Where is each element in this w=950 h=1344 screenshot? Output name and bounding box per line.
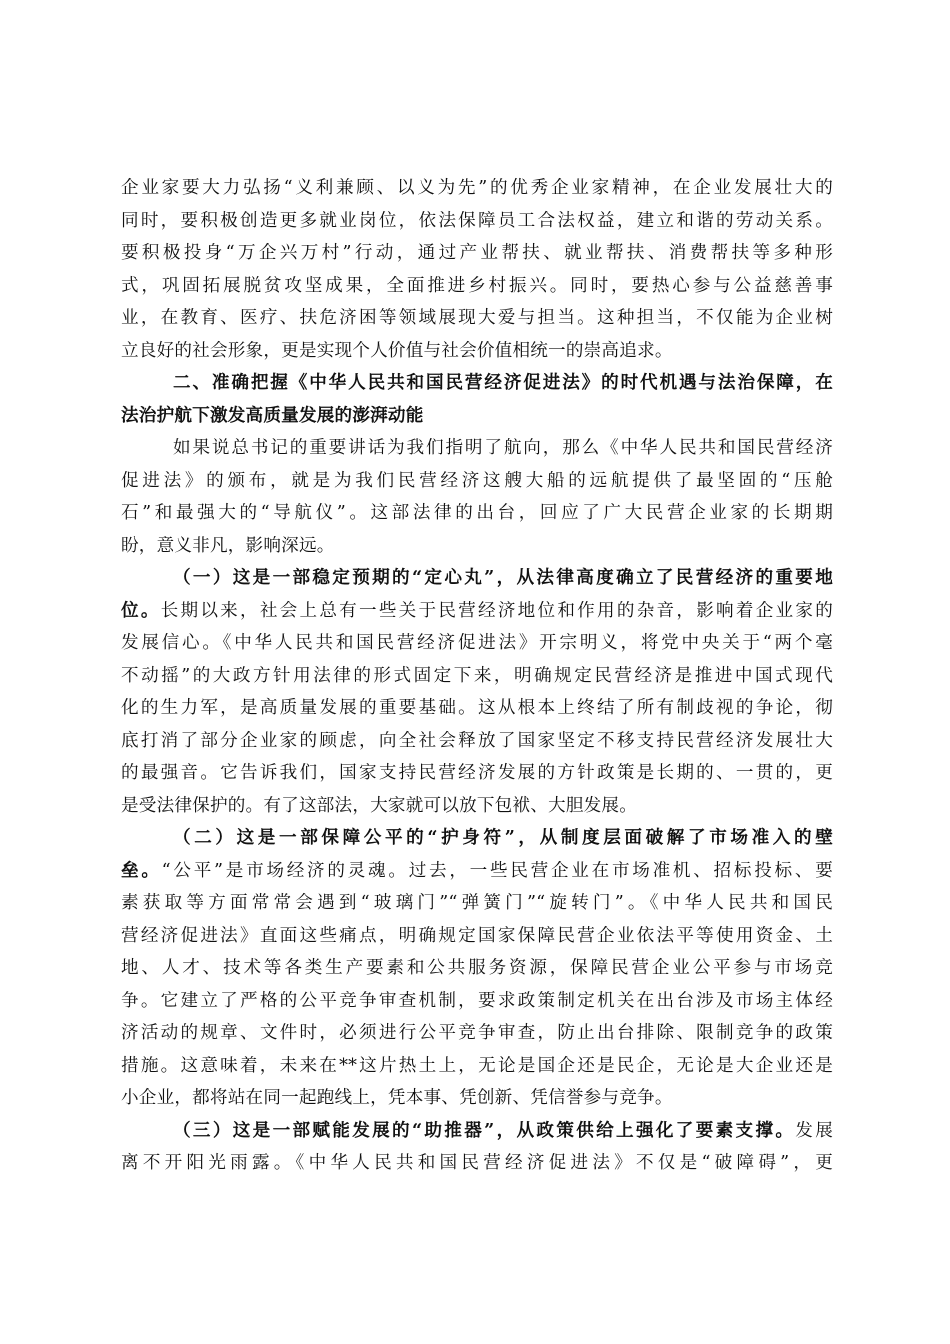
text-line: 底打消了部分企业家的顾虑，向全社会释放了国家坚定不移支持民营经济发展壮大 (121, 730, 833, 751)
heading-line: 二、准确把握《中华人民共和国民营经济促进法》的时代机遇与法治保障，在 (173, 372, 833, 393)
text-line (121, 595, 833, 628)
text-run: 长期以来，社会上总有一些关于民营经济地位和作用的杂音，影响着企业家的 (160, 600, 833, 621)
text-line: 立良好的社会形象，更是实现个人价值与社会价值相统一的崇高追求。 (121, 340, 673, 361)
text-line: 不动摇”的大政方针用法律的形式固定下来，明确规定民营经济是推进中国式现代 (121, 665, 833, 686)
text-line (121, 1115, 833, 1148)
text-line: 措施。这意味着，未来在**这片热土上，无论是国企还是民企，无论是大企业还是 (121, 1055, 833, 1076)
subsection-title-end: 垒。 (121, 859, 162, 881)
heading-line: 法治护航下激发高质量发展的澎湃动能 (121, 404, 424, 426)
subsection-2 (121, 822, 833, 1115)
text-line: 如果说总书记的重要讲话为我们指明了航向，那么《中华人民共和国民营经济 (173, 438, 833, 458)
subsection-1 (121, 562, 833, 822)
text-line: 营经济促进法》直面这些痛点，明确规定国家保障民营企业依法平等使用资金、土 (121, 925, 833, 946)
text-line: 式，巩固拓展脱贫攻坚成果，全面推进乡村振兴。同时，要热心参与公益慈善事 (121, 275, 833, 296)
text-line: 地、人才、技术等各类生产要素和公共服务资源，保障民营企业公平参与市场竞 (121, 958, 833, 978)
intro-paragraph (121, 432, 833, 562)
text-line: 石”和最强大的“导航仪”。这部法律的出台，回应了广大民营企业家的长期期 (121, 503, 833, 523)
text-line: 离不开阳光雨露。《中华人民共和国民营经济促进法》不仅是“破障碍”，更 (121, 1153, 833, 1173)
text-line: 争。它建立了严格的公平竞争审查机制，要求政策制定机关在出台涉及市场主体经 (121, 990, 833, 1011)
text-line: 小企业，都将站在同一起跑线上，凭本事、凭创新、凭信誉参与竞争。 (121, 1088, 673, 1108)
text-line: 化的生力军，是高质量发展的重要基础。这从根本上终结了所有制歧视的争论，彻 (121, 698, 833, 718)
subsection-title-line: （一）这是一部稳定预期的“定心丸”，从法律高度确立了民营经济的重要地 (173, 567, 833, 588)
subsection-3 (121, 1115, 833, 1180)
text-line (121, 855, 833, 888)
subsection-title: （三）这是一部赋能发展的“助推器”，从政策供给上强化了要素支撑。 (173, 1119, 796, 1141)
text-line: 促进法》的颁布，就是为我们民营经济这艘大船的远航提供了最坚固的“压舱 (121, 470, 833, 491)
text-run: 发展 (795, 1120, 833, 1141)
text-line: 企业家要大力弘扬“义利兼顾、以义为先”的优秀企业家精神，在企业发展壮大的 (121, 178, 833, 198)
section-heading (121, 367, 833, 432)
text-line: 济活动的规章、文件时，必须进行公平竞争审查，防止出台排除、限制竞争的政策 (121, 1023, 833, 1043)
text-line: 盼，意义非凡，影响深远。 (121, 535, 335, 556)
text-line: 业，在教育、医疗、扶危济困等领域展现大爱与担当。这种担当，不仅能为企业树 (121, 308, 833, 328)
paragraph-continuation (121, 172, 833, 367)
text-line: 发展信心。《中华人民共和国民营经济促进法》开宗明义，将党中央关于“两个毫 (121, 633, 833, 653)
text-line: 的最强音。它告诉我们，国家支持民营经济发展的方针政策是长期的、一贯的，更 (121, 763, 833, 783)
text-line: 素获取等方面常常会遇到“玻璃门”“弹簧门”“旋转门”。《中华人民共和国民 (121, 893, 833, 913)
subsection-title-line: （二）这是一部保障公平的“护身符”，从制度层面破解了市场准入的壁 (173, 827, 833, 848)
text-line: 是受法律保护的。有了这部法，大家就可以放下包袱、大胆发展。 (121, 795, 638, 816)
text-line: 要积极投身“万企兴万村”行动，通过产业帮扶、就业帮扶、消费帮扶等多种形 (121, 243, 833, 263)
text-run: “公平”是市场经济的灵魂。过去，一些民营企业在市场准机、招标投标、要 (161, 860, 833, 881)
document-page (121, 172, 833, 1180)
text-line: 同时，要积极创造更多就业岗位，依法保障员工合法权益，建立和谐的劳动关系。 (121, 210, 833, 231)
subsection-title-end: 位。 (121, 599, 161, 621)
